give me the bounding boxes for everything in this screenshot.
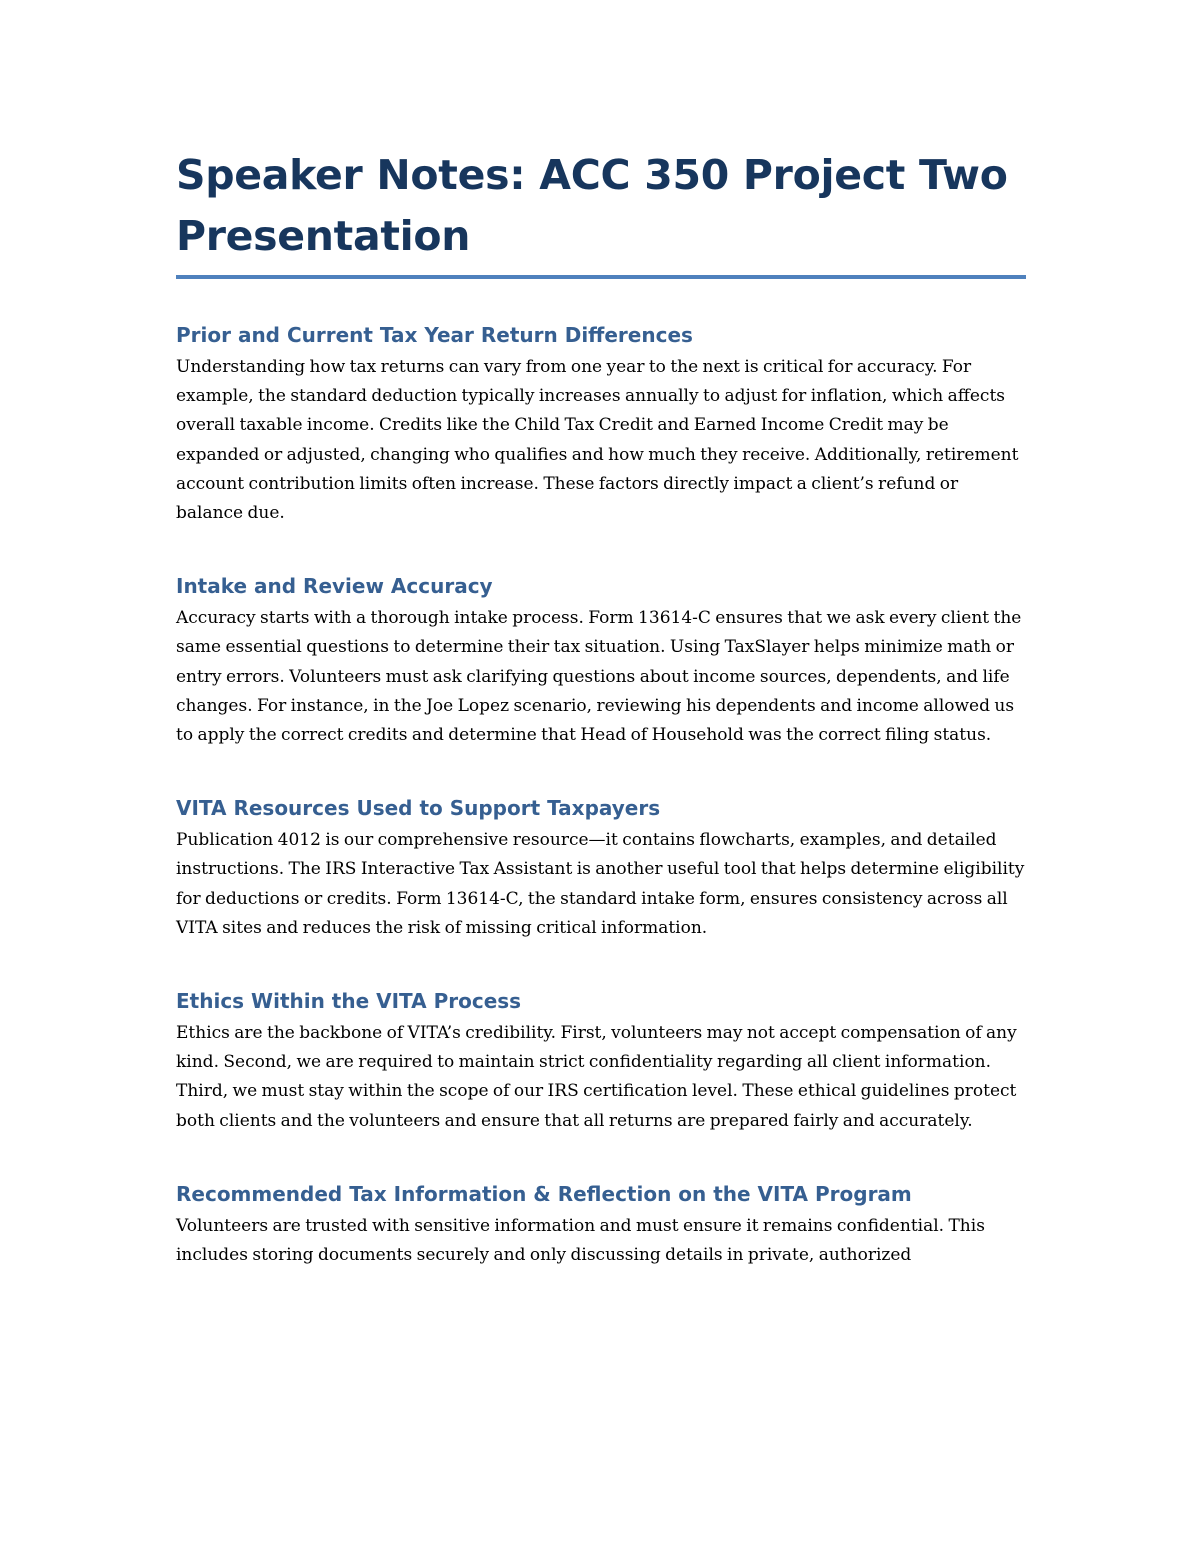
section-paragraph: Publication 4012 is our comprehensive resource—it contains flowcharts, examples, and detailed instructions. The IRS Interactive Tax Assistant is another useful tool that helps determine eligibility for deductions or credits. Form 13614-C, the standard intake form, ensures consistency across all VITA sites and reduces the risk of missing critical information. [176,830,1025,938]
section-vita-resources [176,794,1026,943]
section-heading: Recommended Tax Information & Reflection on the VITA Program [176,1181,912,1206]
section-paragraph: Ethics are the backbone of VITA’s credibility. First, volunteers may not accept compensation of any kind. Second, we are required to maintain strict confidentiality regarding all client information. Third, we must stay within the scope of our IRS certification level. These ethical guidelines protect both clients and the volunteers and ensure that all returns are prepared fairly and accurately. [176,1023,1017,1131]
section-heading: Prior and Current Tax Year Return Differences [176,323,693,347]
document-content [176,145,1026,1314]
section-heading: Ethics Within the VITA Process [176,989,522,1014]
document-title: Speaker Notes: ACC 350 Project Two Presentation [176,151,1008,260]
section-paragraph: Volunteers are trusted with sensitive information and must ensure it remains confidential. This includes storing documents securely and only discussing details in private, authorized [176,1215,985,1266]
section-heading: Intake and Review Accuracy [176,574,493,599]
section-ethics [176,987,1026,1136]
section-paragraph: Understanding how tax returns can vary from one year to the next is critical for accuracy. For example, the standard deduction typically increases annually to adjust for inflation, which affects overall taxable income. Credits like the Child Tax Credit and Earned Income Credit may be expanded or adjusted, changing who qualifies and how much they receive. Additionally, retirement account contribution limits often increase. These factors directly impact a client’s refund or balance due. [176,357,1019,524]
title-underline-rule [176,275,1026,279]
section-heading: VITA Resources Used to Support Taxpayers [176,796,661,821]
section-intake-review-accuracy [176,572,1026,750]
section-tax-year-differences [176,321,1026,528]
section-recommended-info-reflection [176,1180,1026,1270]
section-paragraph: Accuracy starts with a thorough intake process. Form 13614-C ensures that we ask every client the same essential questions to determine their tax situation. Using TaxSlayer helps minimize math or entry errors. Volunteers must ask clarifying questions about income sources, dependents, and life changes. For instance, in the Joe Lopez scenario, reviewing his dependents and income allowed us to apply the correct credits and determine that Head of Household was the correct filing status. [176,608,1022,746]
